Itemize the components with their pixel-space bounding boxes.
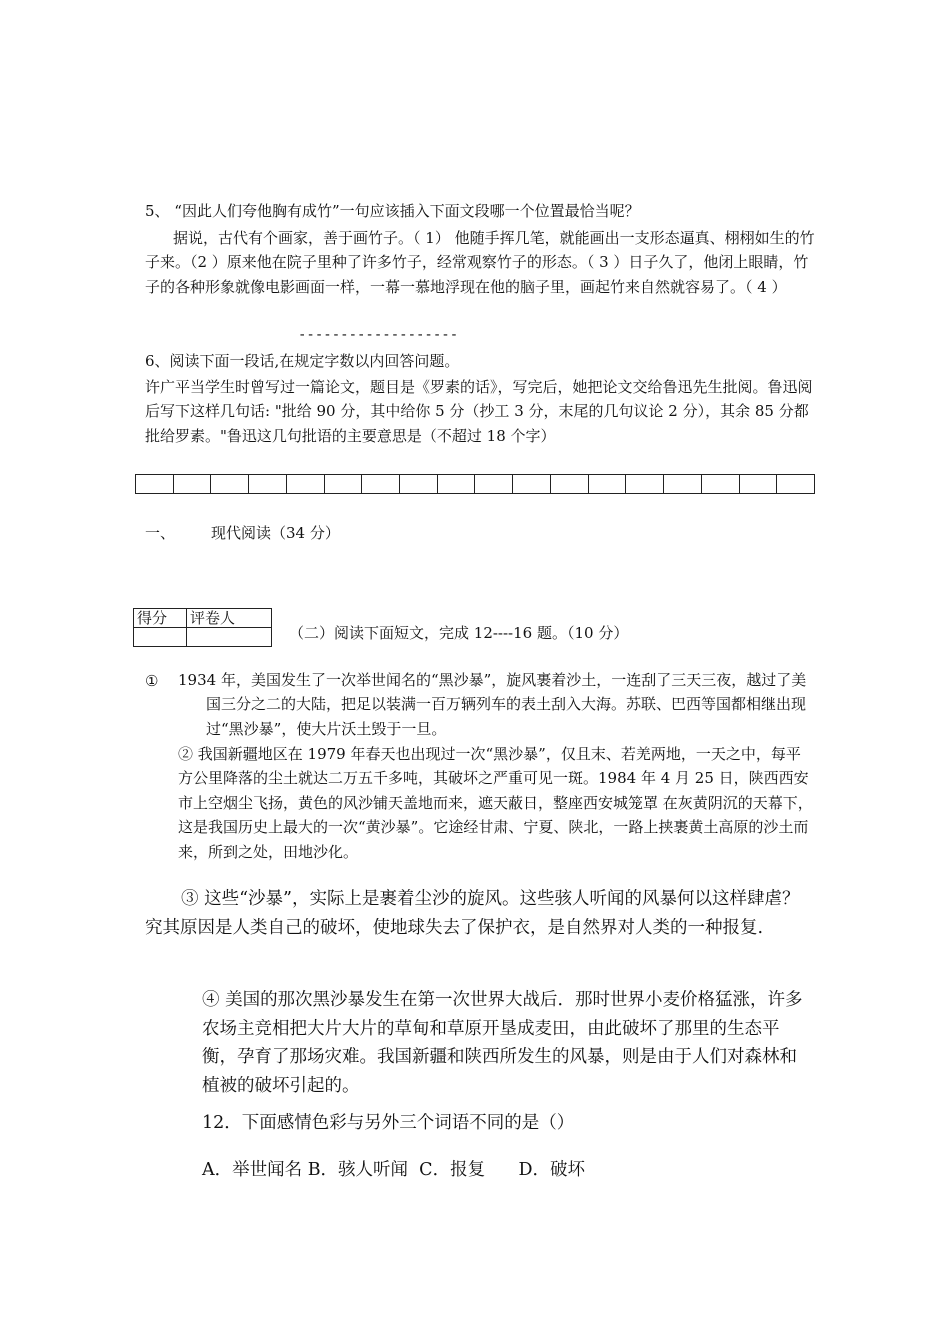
q12-prompt: 12．下面感情色彩与另外三个词语不同的是（）: [202, 1113, 575, 1133]
answer-cell[interactable]: [136, 475, 174, 493]
answer-cell[interactable]: [438, 475, 476, 493]
q5-passage: 据说，古代有个画家，善于画竹子。（ 1） 他随手挥几笔，就能画出一支形态逼真、栩栩如生的竹子来。（2 ）原来他在院子里种了许多竹子，经常观察竹子的形态。（ 3 ）日子久了，他闭上眼睛，竹子的各种形象就像电影画面一样，一幕一慕地浮现在他的脑子里，画起竹来自然就容易了。（ 4 ）: [145, 229, 815, 296]
q12-options: A．举世闻名 B．骇人听闻 C．报复 D．破坏: [202, 1160, 585, 1180]
score-table: [133, 608, 272, 647]
paragraph-1: 1934 年，美国发生了一次举世闻名的“黑沙暴”，旋风裹着沙土，一连刮了三天三夜，越过了美国三分之二的大陆，把足以装满一百万辆列车的表土刮入大海。苏联、巴西等国都相继出现过“黑沙暴”，使大片沃土毁于一旦。: [178, 671, 807, 738]
answer-cell[interactable]: [362, 475, 400, 493]
part2-title: （二）阅读下面短文，完成 12----16 题。（10 分）: [289, 624, 629, 642]
score-label: 得分: [134, 609, 187, 628]
answer-cell[interactable]: [740, 475, 778, 493]
answer-cell[interactable]: [249, 475, 287, 493]
q5-prompt: 5、 “因此人们夸他胸有成竹”一句应该插入下面文段哪一个位置最恰当呢？: [145, 202, 640, 220]
answer-cell[interactable]: [475, 475, 513, 493]
grader-label: 评卷人: [187, 609, 272, 628]
answer-cell[interactable]: [589, 475, 627, 493]
answer-cell[interactable]: [664, 475, 702, 493]
answer-cell[interactable]: [325, 475, 363, 493]
section-title: 现代阅读（34 分）: [211, 524, 340, 542]
answer-cell[interactable]: [211, 475, 249, 493]
paragraph-2: ② 我国新疆地区在 1979 年春天也出现过一次“黑沙暴”，仅且末、若羌两地，一天之中，每平方公里降落的尘土就达二万五千多吨，其破坏之严重可见一斑。1984 年 4 月 25 日，陕西西安市上空烟尘飞扬，黄色的风沙铺天盖地而来，遮天蔽日，整座西安城笼罩 在灰黄阴沉的天幕下，这是我国历史上最大的一次“黄沙暴”。它途经甘肃、宁夏、陕北，一路上挟裹黄土高原的沙土而来，所到之处，田地沙化。: [178, 745, 813, 861]
answer-cell[interactable]: [287, 475, 325, 493]
q6-passage: 许广平当学生时曾写过一篇论文，题目是《罗素的话》，写完后，她把论文交给鲁迅先生批阅。鲁迅阅后写下这样几句话: "批给 90 分，其中给你 5 分（抄工 3 分，末尾的几句议论 2 分），其余 85 分都批给罗素。"鲁迅这几句批语的主要意思是（不超过 18 个字）: [145, 378, 813, 445]
section-number: 一、: [145, 524, 176, 542]
q6-prompt: 6、阅读下面一段话,在规定字数以内回答问题。: [145, 352, 460, 370]
answer-cell[interactable]: [174, 475, 212, 493]
answer-grid[interactable]: [135, 474, 815, 494]
paragraph-4: ④ 美国的那次黑沙暴发生在第一次世界大战后．那时世界小麦价格猛涨，许多农场主竞相把大片大片的草甸和草原开垦成麦田，由此破坏了那里的生态平衡，孕育了那场灾难。我国新疆和陕西所发生的风暴，则是由于人们对森林和植被的破坏引起的。: [202, 990, 803, 1096]
answer-cell[interactable]: [551, 475, 589, 493]
answer-cell[interactable]: [626, 475, 664, 493]
score-cell[interactable]: [134, 628, 187, 647]
q5-divider: -------------------: [298, 327, 459, 343]
answer-cell[interactable]: [513, 475, 551, 493]
answer-cell[interactable]: [400, 475, 438, 493]
p1-marker: ①: [145, 672, 159, 690]
answer-cell[interactable]: [702, 475, 740, 493]
paragraph-3: ③ 这些“沙暴”，实际上是裹着尘沙的旋风。这些骇人听闻的风暴何以这样肆虐？究其原因是人类自己的破坏，使地球失去了保护衣，是自然界对人类的一种报复.: [145, 889, 800, 938]
answer-cell[interactable]: [777, 475, 814, 493]
grader-cell[interactable]: [187, 628, 272, 647]
